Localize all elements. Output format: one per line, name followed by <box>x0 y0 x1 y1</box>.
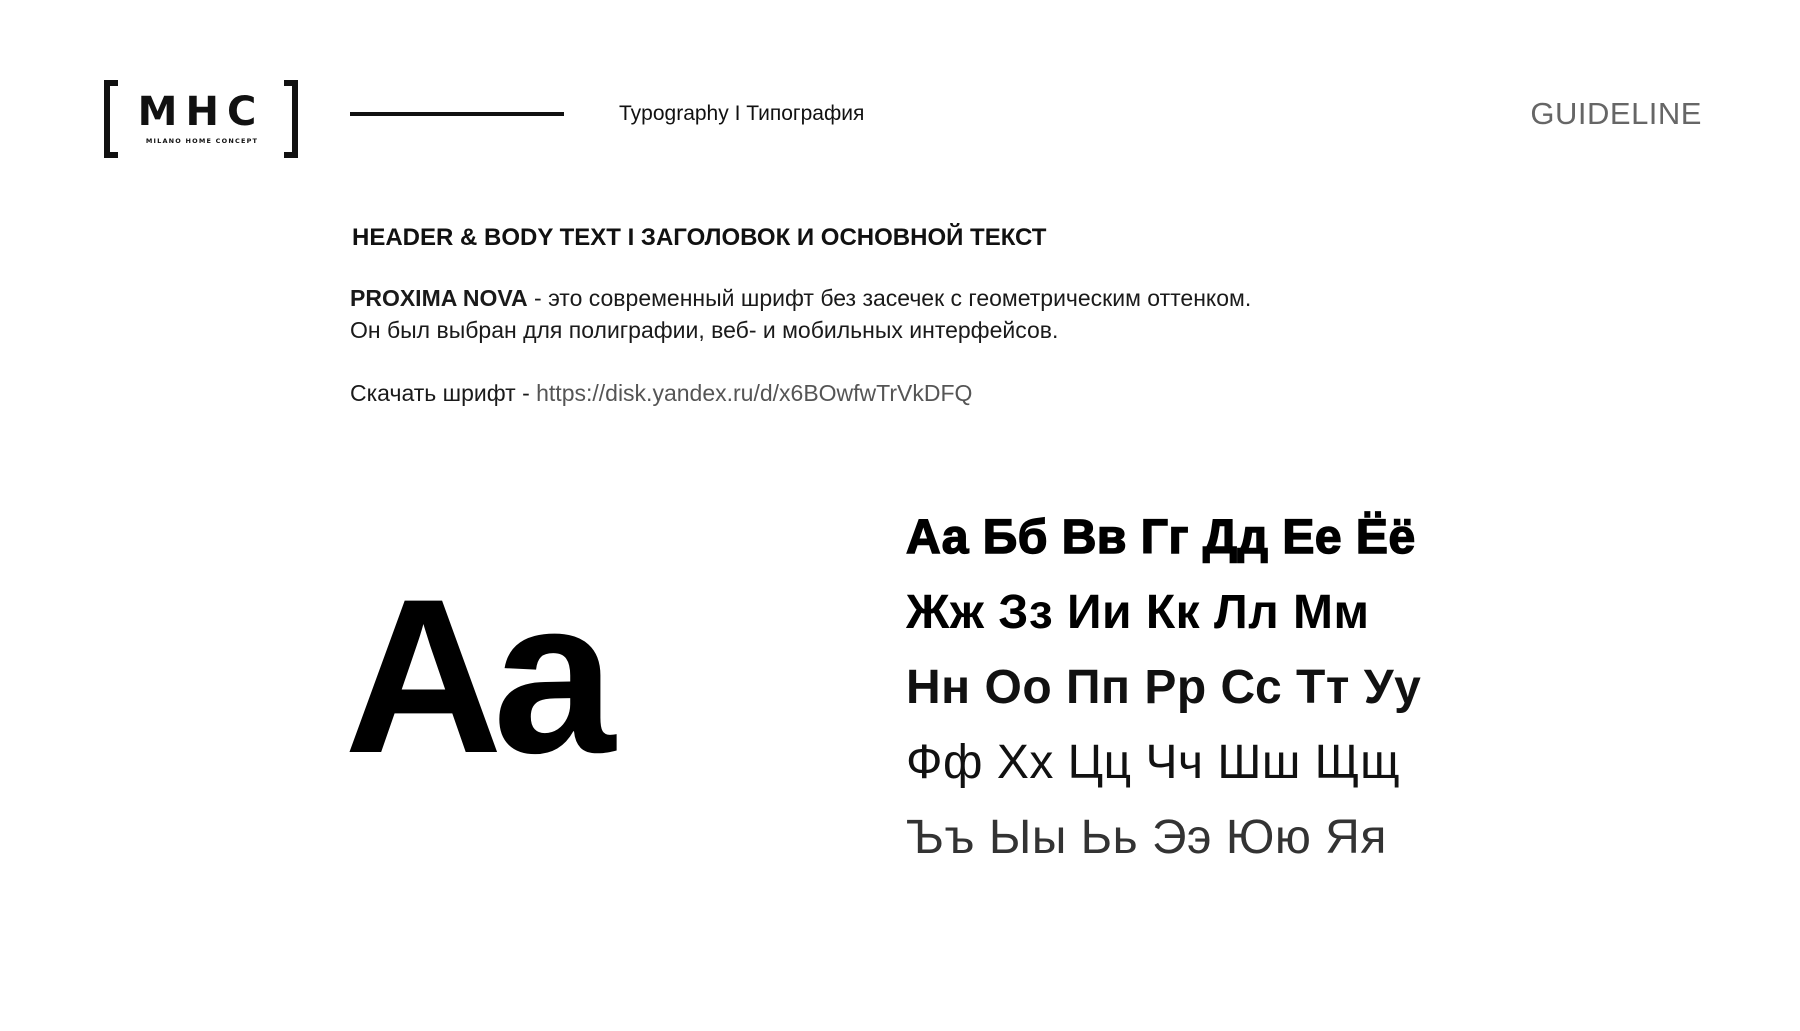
description-line-2: Он был выбран для полиграфии, веб- и мобильных интерфейсов. <box>350 317 1059 343</box>
alphabet-row-bold: Жж Зз Ии Кк Лл Мм <box>906 586 1370 639</box>
download-link[interactable]: https://disk.yandex.ru/d/x6BOwfwTrVkDFQ <box>536 380 973 406</box>
download-row <box>350 378 972 408</box>
alphabet-row-regular: Фф Хх Цц Чч Шш Щщ <box>906 736 1401 789</box>
alphabet-row-black: Аа Бб Вв Гг Дд Ее Ёё <box>906 511 1416 564</box>
description-line-1 <box>350 282 1251 314</box>
alphabet-row-semibold: Нн Оо Пп Рр Сс Тт Уу <box>906 661 1422 714</box>
logo-mark: MHC <box>137 89 265 135</box>
font-name: PROXIMA NOVA <box>350 285 528 311</box>
logo-subtitle: MILANO HOME CONCEPT <box>145 137 259 145</box>
logo-right-bracket <box>284 80 298 158</box>
page-heading: HEADER & BODY TEXT I ЗАГОЛОВОК И ОСНОВНОЙ ТЕКСТ <box>352 224 1047 251</box>
font-description <box>350 282 1251 346</box>
download-label: Скачать шрифт - <box>350 380 537 406</box>
cyrillic-alphabet <box>906 500 1421 875</box>
section-title: Typography I Типография <box>619 102 865 125</box>
guideline-label: GUIDELINE <box>1530 96 1702 131</box>
description-line-1-text: - это современный шрифт без засечек с геометрическим оттенком. <box>527 285 1252 311</box>
logo-left-bracket <box>104 80 118 158</box>
font-specimen-glyph: Aa <box>344 553 606 799</box>
brand-logo <box>104 80 298 158</box>
header-divider <box>350 112 564 116</box>
alphabet-row-light: Ъъ Ыы Ьь Ээ Юю Яя <box>906 811 1387 864</box>
